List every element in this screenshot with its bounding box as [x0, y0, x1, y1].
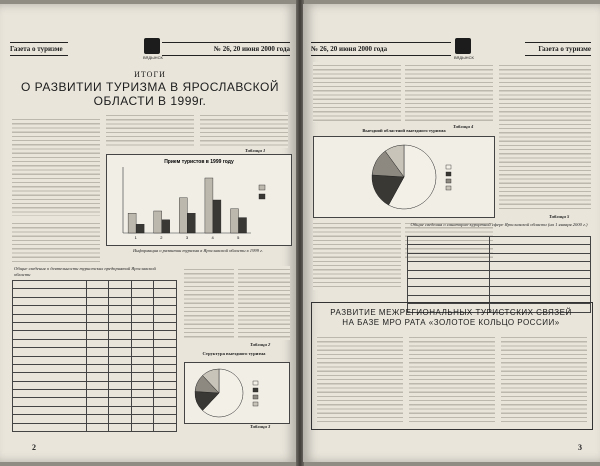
bar — [213, 200, 221, 233]
legend-swatch — [253, 388, 258, 392]
table-cell — [154, 373, 177, 381]
table-cell — [408, 270, 490, 278]
body-column — [313, 220, 401, 290]
table-cell — [86, 423, 109, 431]
table-cell — [109, 373, 132, 381]
table-cell — [109, 297, 132, 305]
table-cell — [490, 245, 591, 253]
table-cell — [408, 287, 490, 295]
table-cell — [154, 348, 177, 356]
box-title — [315, 308, 587, 328]
table-cell — [13, 398, 87, 406]
legend-swatch — [446, 179, 451, 183]
table-row — [13, 373, 177, 381]
bar — [239, 218, 247, 233]
body-column — [238, 266, 290, 340]
tick-label: 1 — [134, 235, 137, 240]
table-row — [408, 237, 591, 245]
table-cell — [86, 314, 109, 322]
page-number: 2 — [32, 443, 36, 452]
newspaper-logo-icon — [144, 38, 160, 54]
table-cell — [408, 253, 490, 261]
table-row — [408, 278, 591, 286]
table-cell — [13, 356, 87, 364]
table-cell — [86, 289, 109, 297]
left-page — [0, 4, 297, 462]
table-cell — [131, 331, 154, 339]
table-cell — [86, 281, 109, 289]
legend-swatch — [446, 165, 451, 169]
logo-text: ВЯДЫНСК — [454, 55, 474, 60]
table-cell — [109, 406, 132, 414]
table-row — [13, 398, 177, 406]
table-cell — [154, 281, 177, 289]
table-cell — [131, 322, 154, 330]
table-cell — [86, 373, 109, 381]
table-cell — [154, 314, 177, 322]
table-cell — [13, 415, 87, 423]
body-column — [12, 116, 100, 216]
table-cell — [131, 281, 154, 289]
table-label: Таблица 1 — [245, 148, 266, 153]
table-cell — [86, 390, 109, 398]
table-cell — [13, 314, 87, 322]
body-column — [501, 334, 587, 422]
tick-label: 2 — [160, 235, 163, 240]
right-page — [303, 4, 600, 462]
table-cell — [131, 348, 154, 356]
body-column — [12, 220, 100, 262]
table-cell — [131, 415, 154, 423]
table-cell — [131, 306, 154, 314]
table-row — [13, 381, 177, 389]
table-cell — [408, 262, 490, 270]
title-line: НА БАЗЕ МРО РАТА «ЗОЛОТОЕ КОЛЬЦО РОССИИ» — [342, 318, 560, 327]
section-title: Газета о туризме — [10, 42, 68, 56]
table-row — [13, 415, 177, 423]
stats-grid — [12, 280, 177, 432]
tick-label: 5 — [237, 235, 240, 240]
table-cell — [86, 339, 109, 347]
table-cell — [13, 348, 87, 356]
table-cell — [154, 390, 177, 398]
body-column — [106, 112, 194, 148]
table-row — [13, 281, 177, 289]
table-row — [13, 348, 177, 356]
issue-date: № 26, 20 июня 2000 года — [311, 42, 451, 56]
legend-swatch — [253, 395, 258, 399]
table-cell — [490, 287, 591, 295]
table-cell — [154, 423, 177, 431]
legend-swatch — [253, 381, 258, 385]
table-cell — [86, 306, 109, 314]
table-cell — [154, 297, 177, 305]
chart-caption: Информация о развитии туризма в Ярославской области в 1999 г. — [132, 248, 264, 253]
table-cell — [109, 348, 132, 356]
table-cell — [13, 423, 87, 431]
logo-text: ВЯДЫНСК — [143, 55, 163, 60]
legend-swatch — [253, 402, 258, 406]
table-cell — [154, 331, 177, 339]
table-cell — [131, 364, 154, 372]
table-cell — [131, 373, 154, 381]
table-cell — [408, 237, 490, 245]
table-row — [13, 339, 177, 347]
table-cell — [13, 281, 87, 289]
table-cell — [86, 297, 109, 305]
pie-chart-svg — [314, 137, 494, 217]
table-row — [13, 423, 177, 431]
body-column — [313, 62, 401, 122]
table-row — [13, 289, 177, 297]
table-cell — [109, 339, 132, 347]
pie-title: Структура выездного туризма — [202, 351, 266, 356]
table-cell — [86, 381, 109, 389]
table-row — [13, 406, 177, 414]
table-cell — [109, 306, 132, 314]
table-cell — [13, 331, 87, 339]
table-cell — [109, 415, 132, 423]
table-cell — [86, 331, 109, 339]
table-cell — [154, 381, 177, 389]
table-cell — [131, 398, 154, 406]
table-cell — [13, 297, 87, 305]
table-row — [13, 364, 177, 372]
table-cell — [131, 289, 154, 297]
table-row — [408, 253, 591, 261]
body-column — [499, 62, 591, 210]
table-cell — [109, 398, 132, 406]
table-row — [13, 297, 177, 305]
table-cell — [86, 348, 109, 356]
bar-chart-svg — [107, 155, 291, 245]
table-cell — [131, 297, 154, 305]
table-row — [13, 356, 177, 364]
table-row — [13, 331, 177, 339]
table-label: Таблица 4 — [453, 124, 474, 129]
table-cell — [490, 253, 591, 261]
table-cell — [109, 314, 132, 322]
table-cell — [86, 364, 109, 372]
table-cell — [154, 415, 177, 423]
body-column — [184, 266, 234, 340]
bar — [162, 220, 170, 233]
table-cell — [109, 356, 132, 364]
title-line: РАЗВИТИЕ МЕЖРЕГИОНАЛЬНЫХ ТУРИСТСКИХ СВЯЗЕЙ — [330, 308, 572, 317]
table-cell — [131, 406, 154, 414]
table-row — [408, 245, 591, 253]
table-cell — [131, 339, 154, 347]
bar-chart-title: Прием туристов в 1999 году — [164, 159, 234, 165]
bar — [187, 213, 195, 233]
body-column — [409, 334, 495, 422]
table-cell — [109, 331, 132, 339]
tick-label: 4 — [211, 235, 214, 240]
article-title — [20, 80, 280, 108]
table-label: Таблица 3 — [250, 424, 271, 429]
table-cell — [490, 278, 591, 286]
body-column — [200, 112, 288, 148]
bar — [205, 178, 213, 233]
table-row — [408, 287, 591, 295]
table-cell — [13, 322, 87, 330]
table-row — [13, 306, 177, 314]
newspaper-logo-icon — [455, 38, 471, 54]
tick-label: 3 — [185, 235, 189, 240]
table-cell — [154, 339, 177, 347]
table-row — [408, 262, 591, 270]
table-cell — [154, 322, 177, 330]
bar — [128, 213, 136, 233]
table-label: Таблица 2 — [250, 342, 271, 347]
table-cell — [408, 245, 490, 253]
table-cell — [13, 339, 87, 347]
table-label: Таблица 5 — [549, 214, 570, 219]
table-cell — [154, 289, 177, 297]
table-row — [13, 314, 177, 322]
title-line: О РАЗВИТИИ ТУРИЗМА В ЯРОСЛАВСКОЙ — [20, 80, 279, 94]
bar — [179, 198, 187, 233]
table-cell — [154, 356, 177, 364]
bar — [231, 209, 239, 233]
table-cell — [13, 406, 87, 414]
table-cell — [490, 237, 591, 245]
table-cell — [490, 270, 591, 278]
body-column — [405, 62, 493, 122]
table-cell — [86, 415, 109, 423]
table-cell — [131, 381, 154, 389]
table-cell — [154, 306, 177, 314]
table-row — [408, 270, 591, 278]
table-cell — [109, 322, 132, 330]
body-column — [317, 334, 403, 422]
table-cell — [109, 390, 132, 398]
rubric: ИТОГИ — [134, 70, 166, 79]
table-caption: Общие сведения о санаторно-курортной сфере Ярославской области (на 1 января 2000 г.) — [410, 222, 588, 227]
table-cell — [154, 406, 177, 414]
bar — [154, 211, 162, 233]
title-line: ОБЛАСТИ В 1999г. — [93, 94, 207, 108]
legend-swatch — [446, 186, 451, 190]
table-cell — [86, 398, 109, 406]
table-caption: Общие сведения о деятельности туристских предприятий Ярославской области — [14, 266, 156, 277]
table-cell — [13, 289, 87, 297]
table-row — [13, 322, 177, 330]
table-cell — [131, 356, 154, 364]
table-cell — [13, 390, 87, 398]
page-number: 3 — [578, 443, 582, 452]
table-cell — [86, 322, 109, 330]
stats-table — [12, 280, 177, 432]
legend-swatch — [446, 172, 451, 176]
table-cell — [131, 314, 154, 322]
table-cell — [109, 381, 132, 389]
table-row — [13, 390, 177, 398]
table-cell — [13, 364, 87, 372]
table-cell — [109, 281, 132, 289]
bar-chart — [106, 154, 292, 246]
issue-date: № 26, 20 июня 2000 года — [162, 42, 290, 56]
table-cell — [109, 423, 132, 431]
legend-swatch — [259, 194, 265, 199]
table-cell — [131, 390, 154, 398]
pie-chart — [313, 136, 495, 218]
table-cell — [109, 364, 132, 372]
table-cell — [154, 398, 177, 406]
table-cell — [13, 373, 87, 381]
table-cell — [154, 364, 177, 372]
table-cell — [490, 262, 591, 270]
table-cell — [109, 289, 132, 297]
table-cell — [408, 278, 490, 286]
pie-chart — [184, 362, 290, 424]
table-cell — [86, 356, 109, 364]
table-cell — [86, 406, 109, 414]
table-cell — [131, 423, 154, 431]
section-title: Газета о туризме — [525, 42, 591, 56]
pie-chart-svg — [185, 363, 289, 423]
table-cell — [13, 306, 87, 314]
table-cell — [13, 381, 87, 389]
bar — [136, 224, 144, 233]
pie-title: Выездной областной выездного туризма — [362, 128, 446, 133]
legend-swatch — [259, 185, 265, 190]
